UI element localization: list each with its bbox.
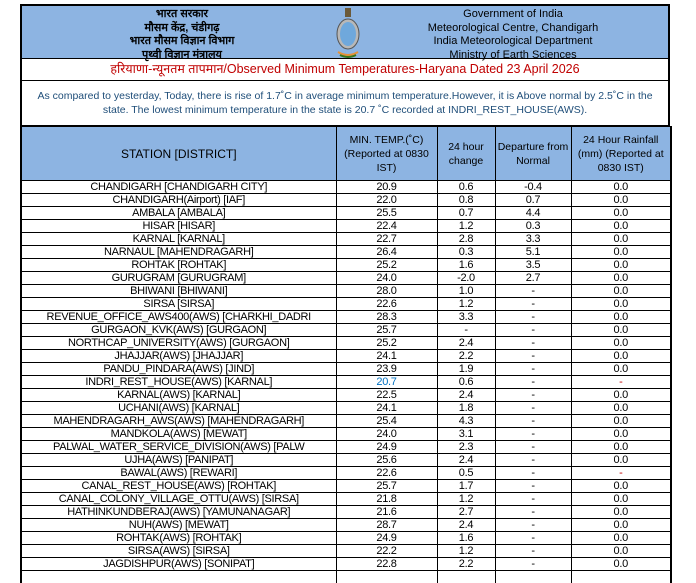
station-name: MAHENDRAGARH_AWS(AWS) [MAHENDRAGARH] xyxy=(53,415,304,427)
cell-min-temp: 25.7 xyxy=(336,480,437,493)
cell-rainfall: - xyxy=(571,467,671,480)
cell-station xyxy=(21,285,336,298)
english-line: Government of India xyxy=(378,8,648,22)
cell-rainfall: 0.0 xyxy=(571,285,671,298)
column-header-station: STATION [DISTRICT] xyxy=(21,127,336,181)
station-name: SIRSA [SIRSA] xyxy=(143,298,214,310)
hindi-header xyxy=(82,8,282,62)
cell-departure: - xyxy=(495,298,571,311)
station-name: HATHINKUNDBERAJ(AWS) [YAMUNANAGAR] xyxy=(67,506,290,518)
cell-station xyxy=(21,298,336,311)
table-row xyxy=(21,506,671,519)
cell-min-temp: 22.2 xyxy=(336,545,437,558)
cell-change: 0.5 xyxy=(437,467,495,480)
table-row xyxy=(21,415,671,428)
cell-rainfall: 0.0 xyxy=(571,246,671,259)
table-row xyxy=(21,558,671,571)
cell-min-temp: 24.9 xyxy=(336,532,437,545)
column-header-rainfall: 24 Hour Rainfall (mm) (Reported at 0830 IST) xyxy=(571,127,671,181)
station-name: UCHANI(AWS) [KARNAL] xyxy=(118,402,239,414)
report-title: हरियाणा-न्यूनतम तापमान/Observed Minimum Temperatures-Haryana Dated 23 April 2026 xyxy=(20,59,670,81)
station-name: BAWAL(AWS) [REWARI] xyxy=(120,467,237,479)
cell-departure: - xyxy=(495,389,571,402)
cell-station xyxy=(21,480,336,493)
cell-station xyxy=(21,350,336,363)
cell-departure: - xyxy=(495,285,571,298)
cell-departure: - xyxy=(495,402,571,415)
cell-departure: - xyxy=(495,428,571,441)
cell-min-temp: 25.7 xyxy=(336,324,437,337)
cell-min-temp: 28.3 xyxy=(336,311,437,324)
station-name: AMBALA [AMBALA] xyxy=(132,207,225,219)
cell-station xyxy=(21,376,336,389)
cell-station xyxy=(21,506,336,519)
cell-min-temp: 21.6 xyxy=(336,506,437,519)
cell-change: 2.7 xyxy=(437,506,495,519)
cell-station xyxy=(21,493,336,506)
cell-change: 2.4 xyxy=(437,454,495,467)
cell-rainfall: 0.0 xyxy=(571,415,671,428)
cell-rainfall: 0.0 xyxy=(571,259,671,272)
cell-change: 2.4 xyxy=(437,337,495,350)
cell-change: 1.2 xyxy=(437,220,495,233)
cell-min-temp: 25.2 xyxy=(336,337,437,350)
cell-min-temp: 22.5 xyxy=(336,389,437,402)
station-name: KARNAL [KARNAL] xyxy=(133,233,225,245)
cell-departure: - xyxy=(495,415,571,428)
cell-station xyxy=(21,363,336,376)
table-row xyxy=(21,272,671,285)
cell-change: 1.2 xyxy=(437,545,495,558)
cell-rainfall: 0.0 xyxy=(571,441,671,454)
station-name: PALWAL_WATER_SERVICE_DIVISION(AWS) [PALW xyxy=(53,441,304,453)
cell-departure: -0.4 xyxy=(495,181,571,194)
table-row xyxy=(21,363,671,376)
cell-min-temp: 23.9 xyxy=(336,363,437,376)
column-header-min-temp: MIN. TEMP.(˚C) (Reported at 0830 IST) xyxy=(336,127,437,181)
cell-rainfall: 0.0 xyxy=(571,558,671,571)
cell-rainfall: 0.0 xyxy=(571,298,671,311)
cell-rainfall: 0.0 xyxy=(571,337,671,350)
station-name: MANDKOLA(AWS) [MEWAT] xyxy=(111,428,247,440)
station-name: NARNAUL [MAHENDRAGARH] xyxy=(104,246,253,258)
station-name: NUH(AWS) [MEWAT] xyxy=(129,519,229,531)
cell-departure: 0.7 xyxy=(495,194,571,207)
cell-station xyxy=(21,311,336,324)
table-row xyxy=(21,467,671,480)
cell-station xyxy=(21,324,336,337)
cell-rainfall: 0.0 xyxy=(571,207,671,220)
cell-station xyxy=(21,259,336,272)
imd-emblem-icon xyxy=(335,8,361,58)
cell-departure: - xyxy=(495,467,571,480)
cell-change: 3.1 xyxy=(437,428,495,441)
cell-departure: - xyxy=(495,324,571,337)
table-row xyxy=(21,285,671,298)
table-row xyxy=(21,246,671,259)
cell-rainfall: 0.0 xyxy=(571,324,671,337)
table-row xyxy=(21,311,671,324)
cell-rainfall: 0.0 xyxy=(571,519,671,532)
table-row xyxy=(21,259,671,272)
cell-rainfall: 0.0 xyxy=(571,480,671,493)
hindi-line: मौसम केंद्र, चंडीगढ़ xyxy=(82,22,282,36)
cell-rainfall: 0.0 xyxy=(571,402,671,415)
table-row xyxy=(21,194,671,207)
cell-departure: - xyxy=(495,532,571,545)
english-line: Ministry of Earth Sciences xyxy=(378,49,648,63)
station-name: JAGDISHPUR(AWS) [SONIPAT] xyxy=(103,558,254,570)
cell-change: 2.3 xyxy=(437,441,495,454)
cell-departure: - xyxy=(495,337,571,350)
cell-rainfall: 0.0 xyxy=(571,428,671,441)
table-row xyxy=(21,324,671,337)
cell-departure: - xyxy=(495,545,571,558)
station-name: SIRSA(AWS) [SIRSA] xyxy=(128,545,230,557)
cell-change: 0.6 xyxy=(437,376,495,389)
cell-change: 2.8 xyxy=(437,233,495,246)
cell-change: 2.4 xyxy=(437,389,495,402)
cell-departure: - xyxy=(495,350,571,363)
report-sheet xyxy=(20,4,670,583)
cell-min-temp: 21.8 xyxy=(336,493,437,506)
cell-change: - xyxy=(437,324,495,337)
station-name: KARNAL(AWS) [KARNAL] xyxy=(117,389,240,401)
table-row xyxy=(21,441,671,454)
cell-change: 1.9 xyxy=(437,363,495,376)
english-line: India Meteorological Department xyxy=(378,35,648,49)
cell-rainfall: 0.0 xyxy=(571,181,671,194)
cell-rainfall: 0.0 xyxy=(571,311,671,324)
cell-change: -2.0 xyxy=(437,272,495,285)
cell-min-temp: 24.1 xyxy=(336,350,437,363)
cell-rainfall: 0.0 xyxy=(571,506,671,519)
cell-rainfall: 0.0 xyxy=(571,454,671,467)
summary-text: As compared to yesterday, Today, there is rise of 1.7˚C in average minimum temperature.However, it is Above normal by 2.5˚C in the state. The lowest minimum temperature in the state is 20.7 ˚C recorded at INDRI_REST_HOUSE(AWS). xyxy=(20,81,670,126)
cell-min-temp: 22.7 xyxy=(336,233,437,246)
cell-departure: - xyxy=(495,480,571,493)
cell-min-temp: 28.0 xyxy=(336,285,437,298)
table-row xyxy=(21,298,671,311)
cell-min-temp: 24.0 xyxy=(336,272,437,285)
cell-change: 1.2 xyxy=(437,298,495,311)
cell-departure: 0.3 xyxy=(495,220,571,233)
cell-min-temp: 25.6 xyxy=(336,454,437,467)
cell-rainfall: 0.0 xyxy=(571,389,671,402)
table-row xyxy=(21,545,671,558)
table-row xyxy=(21,454,671,467)
cell-station xyxy=(21,220,336,233)
table-row xyxy=(21,389,671,402)
table-header-row xyxy=(21,127,671,181)
station-name: ROHTAK(AWS) [ROHTAK] xyxy=(116,532,241,544)
cell-change: 2.2 xyxy=(437,558,495,571)
cell-min-temp: 22.6 xyxy=(336,298,437,311)
cell-departure: - xyxy=(495,454,571,467)
cell-departure: - xyxy=(495,441,571,454)
english-header xyxy=(378,8,648,62)
cell-rainfall: - xyxy=(571,376,671,389)
cell-change: 4.3 xyxy=(437,415,495,428)
table-row xyxy=(21,480,671,493)
cell-change: 0.7 xyxy=(437,207,495,220)
cell-change: 3.3 xyxy=(437,311,495,324)
column-header-departure: Departure from Normal xyxy=(495,127,571,181)
table-row xyxy=(21,493,671,506)
cell-departure: 4.4 xyxy=(495,207,571,220)
station-name: PANDU_PINDARA(AWS) [JIND] xyxy=(103,363,254,375)
cell-station xyxy=(21,246,336,259)
cell-station xyxy=(21,519,336,532)
hindi-line: पृथ्वी विज्ञान मंत्रालय xyxy=(82,49,282,63)
cell-station xyxy=(21,415,336,428)
station-name: GURUGRAM [GURUGRAM] xyxy=(112,272,246,284)
cell-change: 0.3 xyxy=(437,246,495,259)
cell-min-temp: 24.9 xyxy=(336,441,437,454)
column-header-24h-change: 24 hour change xyxy=(437,127,495,181)
cell-departure: - xyxy=(495,311,571,324)
cell-rainfall: 0.0 xyxy=(571,194,671,207)
cell-min-temp: 22.0 xyxy=(336,194,437,207)
cell-min-temp: 20.9 xyxy=(336,181,437,194)
cell-station xyxy=(21,337,336,350)
cell-station xyxy=(21,389,336,402)
temperature-table xyxy=(20,126,672,583)
cell-station xyxy=(21,532,336,545)
hindi-line: भारत मौसम विज्ञान विभाग xyxy=(82,35,282,49)
cell-min-temp: 22.4 xyxy=(336,220,437,233)
cell-departure: - xyxy=(495,519,571,532)
cell-departure: 2.7 xyxy=(495,272,571,285)
cell-station xyxy=(21,467,336,480)
cell-station xyxy=(21,194,336,207)
header-banner xyxy=(20,4,670,59)
table-row xyxy=(21,207,671,220)
cell-station xyxy=(21,402,336,415)
cell-rainfall: 0.0 xyxy=(571,233,671,246)
station-name: BHIWANI [BHIWANI] xyxy=(130,285,227,297)
table-row xyxy=(21,233,671,246)
cell-change: 0.8 xyxy=(437,194,495,207)
table-row xyxy=(21,519,671,532)
station-name: ROHTAK [ROHTAK] xyxy=(131,259,226,271)
station-name: GURGAON_KVK(AWS) [GURGAON] xyxy=(91,324,266,336)
cell-rainfall: 0.0 xyxy=(571,532,671,545)
cell-rainfall: 0.0 xyxy=(571,272,671,285)
cell-change: 1.7 xyxy=(437,480,495,493)
table-row xyxy=(21,402,671,415)
table-row xyxy=(21,220,671,233)
cell-station xyxy=(21,441,336,454)
english-line: Meteorological Centre, Chandigarh xyxy=(378,22,648,36)
cell-change: 1.0 xyxy=(437,285,495,298)
cell-min-temp: 25.2 xyxy=(336,259,437,272)
cell-change: 0.6 xyxy=(437,181,495,194)
station-name: UJHA(AWS) [PANIPAT] xyxy=(124,454,233,466)
cell-departure: 5.1 xyxy=(495,246,571,259)
cell-station xyxy=(21,233,336,246)
cell-departure: - xyxy=(495,558,571,571)
cell-min-temp: 25.4 xyxy=(336,415,437,428)
cell-change: 2.4 xyxy=(437,519,495,532)
cell-min-temp: 28.7 xyxy=(336,519,437,532)
cell-station xyxy=(21,558,336,571)
station-name: CANAL_COLONY_VILLAGE_OTTU(AWS) [SIRSA] xyxy=(59,493,299,505)
cell-departure: - xyxy=(495,376,571,389)
cell-station xyxy=(21,272,336,285)
station-name: CANAL_REST_HOUSE(AWS) [ROHTAK] xyxy=(81,480,276,492)
hindi-line: भारत सरकार xyxy=(82,8,282,22)
cell-min-temp: 24.0 xyxy=(336,428,437,441)
cell-change: 1.6 xyxy=(437,532,495,545)
cell-station xyxy=(21,454,336,467)
table-row xyxy=(21,428,671,441)
cell-min-temp: 26.4 xyxy=(336,246,437,259)
station-name: JHAJJAR(AWS) [JHAJJAR] xyxy=(114,350,243,362)
cell-departure: - xyxy=(495,363,571,376)
cell-rainfall: 0.0 xyxy=(571,363,671,376)
table-row xyxy=(21,181,671,194)
station-name: INDRI_REST_HOUSE(AWS) [KARNAL] xyxy=(85,376,272,388)
cell-departure: 3.5 xyxy=(495,259,571,272)
table-row xyxy=(21,532,671,545)
cell-departure: - xyxy=(495,506,571,519)
station-name: CHANDIGARH [CHANDIGARH CITY] xyxy=(90,181,267,193)
cell-rainfall: 0.0 xyxy=(571,493,671,506)
cell-station xyxy=(21,181,336,194)
cell-station xyxy=(21,545,336,558)
table-row xyxy=(21,376,671,389)
cell-rainfall: 0.0 xyxy=(571,545,671,558)
cell-rainfall: 0.0 xyxy=(571,350,671,363)
cell-station xyxy=(21,207,336,220)
cell-min-temp: 25.5 xyxy=(336,207,437,220)
table-row xyxy=(21,337,671,350)
station-name: HISAR [HISAR] xyxy=(142,220,215,232)
station-name: REVENUE_OFFICE_AWS400(AWS) [CHARKHI_DADRI xyxy=(47,311,311,323)
cell-min-temp: 22.8 xyxy=(336,558,437,571)
cell-change: 1.6 xyxy=(437,259,495,272)
cell-departure: - xyxy=(495,493,571,506)
cell-change: 2.2 xyxy=(437,350,495,363)
cell-change: 1.2 xyxy=(437,493,495,506)
cell-change: 1.8 xyxy=(437,402,495,415)
cell-station xyxy=(21,428,336,441)
table-row xyxy=(21,350,671,363)
cell-min-temp: 22.6 xyxy=(336,467,437,480)
cell-rainfall: 0.0 xyxy=(571,220,671,233)
station-name: NORTHCAP_UNIVERSITY(AWS) [GURGAON] xyxy=(68,337,289,349)
station-name: CHANDIGARH(Airport) [IAF] xyxy=(113,194,245,206)
cell-departure: 3.3 xyxy=(495,233,571,246)
cell-min-temp: 24.1 xyxy=(336,402,437,415)
cell-min-temp: 20.7 xyxy=(336,376,437,389)
